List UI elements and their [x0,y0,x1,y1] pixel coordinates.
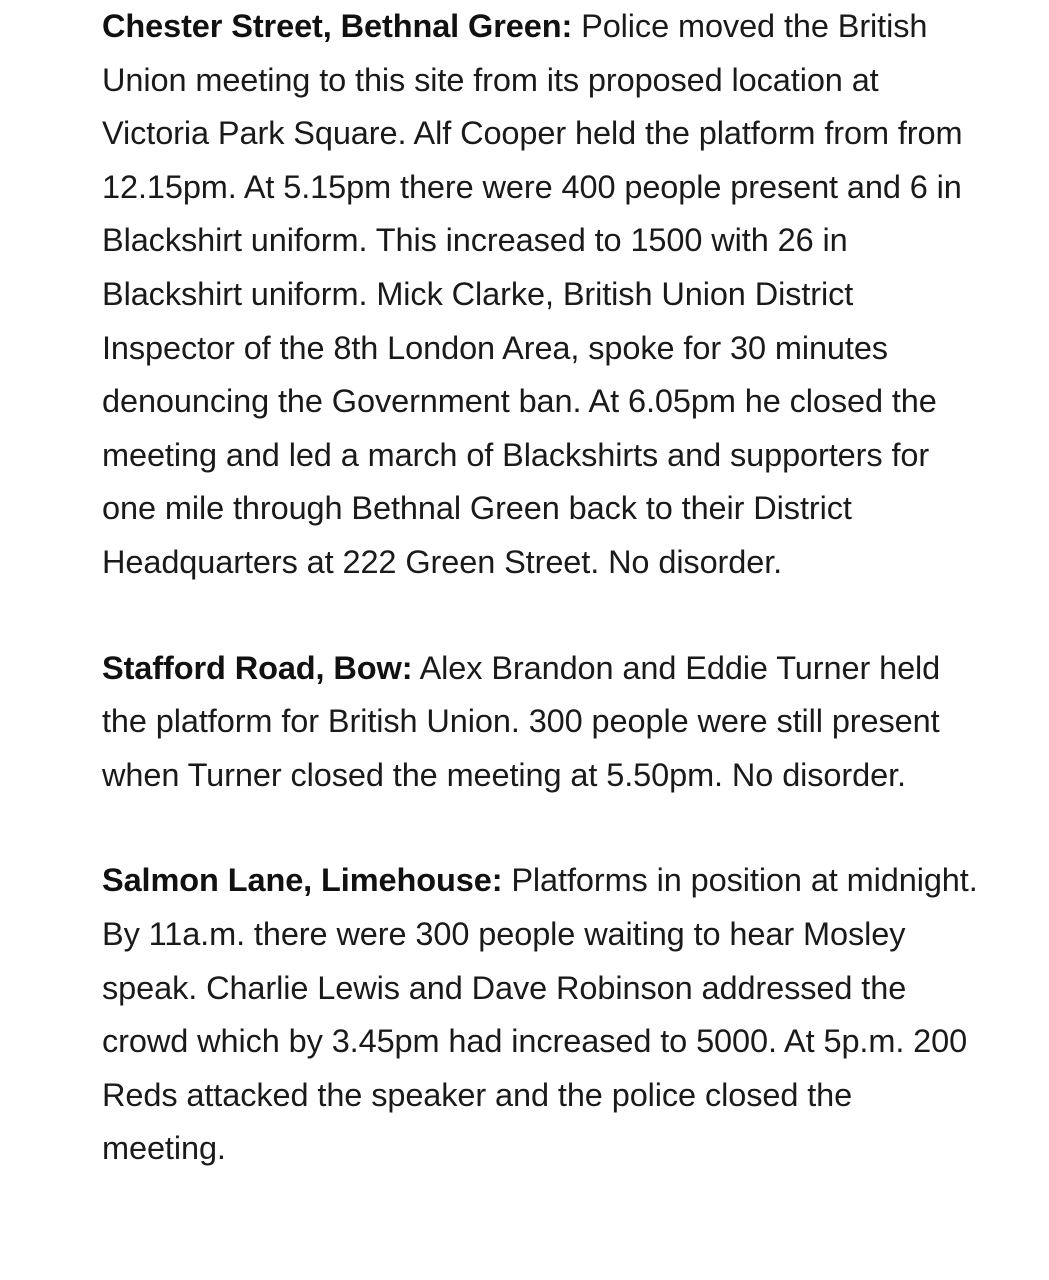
entry-chester-street [102,0,982,590]
entry-text: Police moved the British Union meeting to this site from its proposed location at Victoria Park Square. Alf Cooper held the platform from from 12.15pm. At 5.15pm there were 400 people present and 6 in Blackshirt uniform. This increased to 1500 with 26 in Blackshirt uniform. Mick Clarke, British Union District Inspector of the 8th London Area, spoke for 30 minutes denouncing the Government ban. At 6.05pm he closed the meeting and led a march of Blackshirts and supporters for one mile through Bethnal Green back to their District Headquarters at 222 Green Street. No disorder. [102,8,963,580]
entry-heading: Salmon Lane, Limehouse: [102,862,503,899]
entry-stafford-road [102,642,982,803]
entry-heading: Chester Street, Bethnal Green: [102,8,573,44]
entry-salmon-lane [102,854,982,1176]
article-body [102,0,982,1176]
entry-heading: Stafford Road, Bow: [102,649,413,686]
entry-text: Platforms in position at midnight. By 11a.m. there were 300 people waiting to hear Mosley speak. Charlie Lewis and Dave Robinson addressed the crowd which by 3.45pm had increased to 5000. At 5p.m. 200 Reds attacked the speaker and the police closed the meeting. [102,862,978,1167]
entry-text: Alex Brandon and Eddie Turner held the platform for British Union. 300 people were still present when Turner closed the meeting at 5.50pm. No disorder. [102,649,941,793]
